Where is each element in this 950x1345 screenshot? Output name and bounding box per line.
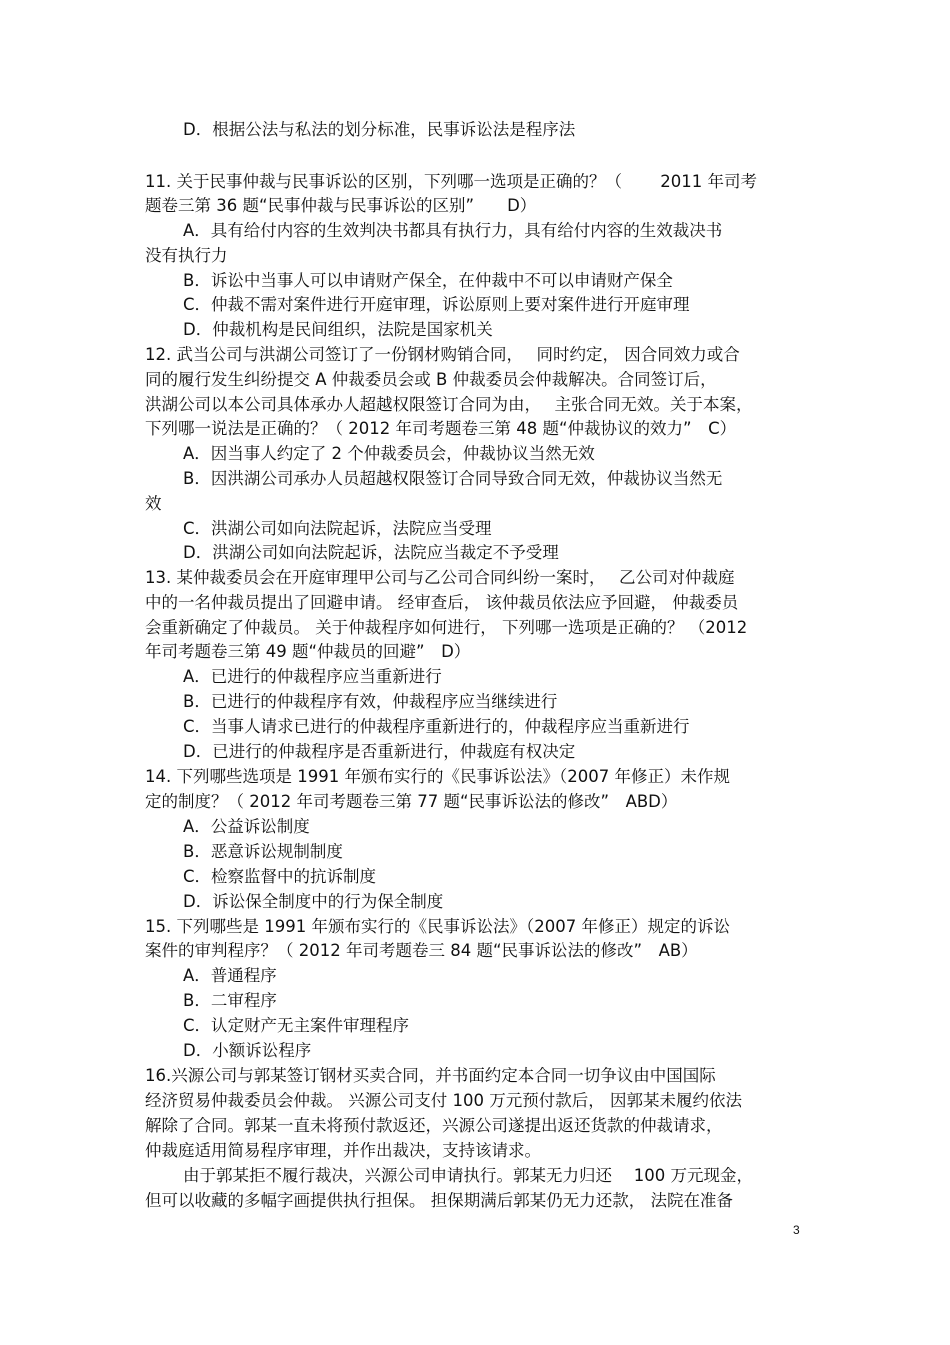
option-c: C．认定财产无主案件审理程序: [183, 1016, 410, 1035]
question-12-line: 12. 武当公司与洪湖公司签订了一份钢材购销合同， 同时约定， 因合同效力或合: [145, 345, 740, 364]
option-a: A．公益诉讼制度: [183, 817, 310, 836]
question-13-line: 13. 某仲裁委员会在开庭审理甲公司与乙公司合同纠纷一案时， 乙公司对仲裁庭: [145, 568, 735, 587]
text-line: 没有执行力: [145, 246, 228, 265]
text-line: D．根据公法与私法的划分标准，民事诉讼法是程序法: [183, 120, 576, 139]
option-b: B．二审程序: [183, 991, 277, 1010]
text-line: 下列哪一说法是正确的？（ 2012 年司考题卷三第 48 题“仲裁协议的效力” C）: [145, 419, 737, 438]
text-line: 年司考题卷三第 49 题“仲裁员的回避” D）: [145, 642, 471, 661]
text-line: 效: [145, 494, 162, 513]
text-line: 会重新确定了仲裁员。 关于仲裁程序如何进行， 下列哪一选项是正确的？ （2012: [145, 618, 748, 637]
option-d: D．洪湖公司如向法院起诉，法院应当裁定不予受理: [183, 543, 559, 562]
question-16-line: 16.兴源公司与郭某签订钢材买卖合同，并书面约定本合同一切争议由中国国际: [145, 1066, 716, 1085]
option-c: C．当事人请求已进行的仲裁程序重新进行的，仲裁程序应当重新进行: [183, 717, 690, 736]
text-line: 案件的审判程序？（ 2012 年司考题卷三 84 题“民事诉讼法的修改” AB）: [145, 941, 698, 960]
text-line: 定的制度？（ 2012 年司考题卷三第 77 题“民事诉讼法的修改” ABD）: [145, 792, 678, 811]
text-line: 仲裁庭适用简易程序审理，并作出裁决，支持该请求。: [145, 1141, 541, 1160]
option-d: D．仲裁机构是民间组织，法院是国家机关: [183, 320, 493, 339]
text-line: 洪湖公司以本公司具体承办人超越权限签订合同为由， 主张合同无效。关于本案，: [145, 395, 753, 414]
text-line: 但可以收藏的多幅字画提供执行担保。 担保期满后郭某仍无力还款， 法院在准备: [145, 1191, 733, 1210]
text-line: 解除了合同。郭某一直未将预付款返还，兴源公司遂提出返还货款的仲裁请求，: [145, 1116, 723, 1135]
text-line: 题卷三第 36 题“民事仲裁与民事诉讼的区别” D）: [145, 196, 537, 215]
option-c: C．检察监督中的抗诉制度: [183, 867, 377, 886]
text-line: 由于郭某拒不履行裁决，兴源公司申请执行。郭某无力归还 100 万元现金，: [183, 1166, 753, 1185]
text-line: 中的一名仲裁员提出了回避申请。 经审查后， 该仲裁员依法应予回避， 仲裁委员: [145, 593, 739, 612]
option-a: A．已进行的仲裁程序应当重新进行: [183, 667, 442, 686]
option-d: D．已进行的仲裁程序是否重新进行，仲裁庭有权决定: [183, 742, 576, 761]
text-line: 经济贸易仲裁委员会仲裁。 兴源公司支付 100 万元预付款后， 因郭某未履约依法: [145, 1091, 742, 1110]
text-line: 同的履行发生纠纷提交 A 仲裁委员会或 B 仲裁委员会仲裁解决。合同签订后，: [145, 370, 717, 389]
option-d: D．小额诉讼程序: [183, 1041, 312, 1060]
option-a: A．普通程序: [183, 966, 277, 985]
option-a: A．因当事人约定了 2 个仲裁委员会，仲裁协议当然无效: [183, 444, 595, 463]
option-b: B．因洪湖公司承办人员超越权限签订合同导致合同无效，仲裁协议当然无: [183, 469, 723, 488]
option-a: A．具有给付内容的生效判决书都具有执行力，具有给付内容的生效裁决书: [183, 221, 723, 240]
option-c: C．洪湖公司如向法院起诉，法院应当受理: [183, 519, 492, 538]
question-15-line: 15. 下列哪些是 1991 年颁布实行的《民事诉讼法》（2007 年修正）规定的诉讼: [145, 917, 730, 936]
option-b: B．已进行的仲裁程序有效，仲裁程序应当继续进行: [183, 692, 558, 711]
question-14-line: 14. 下列哪些选项是 1991 年颁布实行的《民事诉讼法》（2007 年修正）未作规: [145, 767, 730, 786]
question-11-line: 11. 关于民事仲裁与民事诉讼的区别，下列哪一选项是正确的？（ 2011 年司考: [145, 172, 757, 191]
option-b: B．诉讼中当事人可以申请财产保全，在仲裁中不可以申请财产保全: [183, 271, 673, 290]
option-c: C．仲裁不需对案件进行开庭审理，诉讼原则上要对案件进行开庭审理: [183, 295, 690, 314]
page-number: 3: [793, 1223, 800, 1237]
option-d: D．诉讼保全制度中的行为保全制度: [183, 892, 444, 911]
option-b: B．恶意诉讼规制制度: [183, 842, 343, 861]
